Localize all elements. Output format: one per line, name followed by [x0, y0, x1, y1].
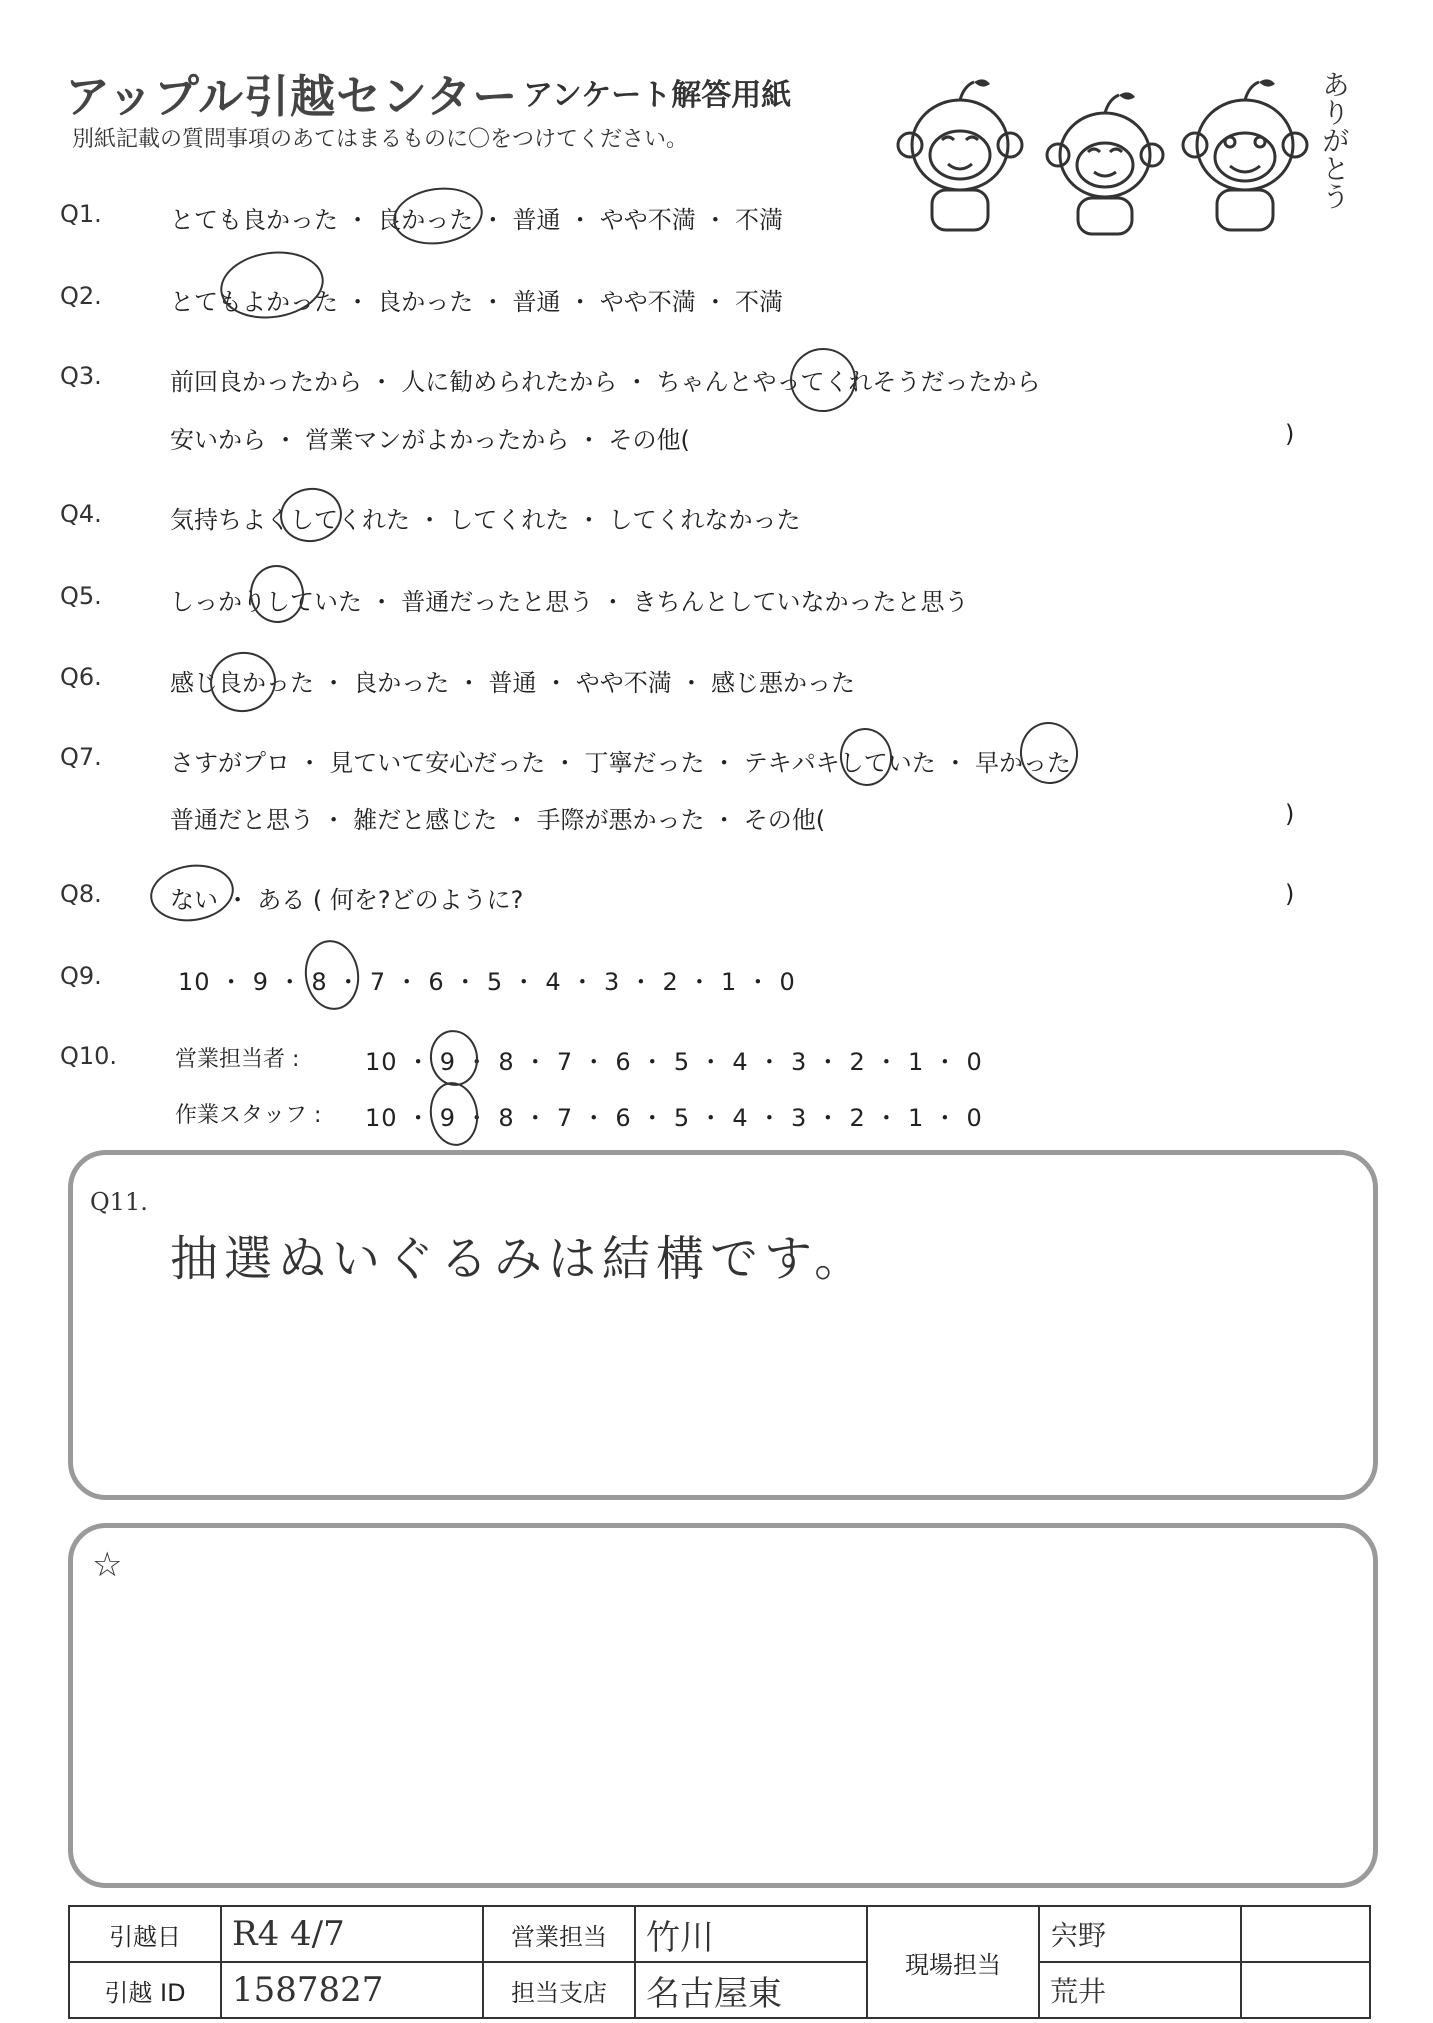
- q10-staff-label: 作業スタッフ :: [175, 1103, 322, 1128]
- q10-staff-selection-circle: [426, 1079, 482, 1149]
- q6-options[interactable]: 感じ良かった ・ 良かった ・ 普通 ・ やや不満 ・ 感じ悪かった: [170, 669, 856, 697]
- q5-options[interactable]: しっかりしていた ・ 普通だったと思う ・ きちんとしていなかったと思う: [170, 588, 969, 616]
- q11-handwritten-answer[interactable]: 抽選ぬいぐるみは結構です。: [170, 1231, 869, 1287]
- thanks-text: ありがとう: [1318, 70, 1351, 210]
- q11-answer-box: [68, 1150, 1378, 1500]
- q4-selection-circle: [277, 484, 346, 546]
- move-date-value[interactable]: R4 4/7: [221, 1906, 483, 1962]
- site-rep-value-2[interactable]: 荒井: [1039, 1962, 1241, 2018]
- q10-sales-selection-circle: [426, 1027, 481, 1089]
- q3-selection-circle: [786, 344, 860, 417]
- q7-options-line1[interactable]: さすがプロ ・ 見ていて安心だった ・ 丁寧だった ・ テキパキしていた ・ 早かった: [170, 749, 1072, 777]
- q10-label: Q10.: [60, 1042, 118, 1070]
- q10-sales-scale[interactable]: 10 ・ 9 ・ 8 ・ 7 ・ 6 ・ 5 ・ 4 ・ 3 ・ 2 ・ 1 ・ 0: [365, 1048, 983, 1076]
- q3-options-line1[interactable]: 前回良かったから ・ 人に勧められたから ・ ちゃんとやってくれそうだったから: [170, 368, 1041, 396]
- empty-cell-1: [1241, 1906, 1370, 1962]
- q8-close-paren: ): [1285, 880, 1295, 908]
- q8-selection-circle: [147, 859, 238, 926]
- q4-options[interactable]: 気持ちよくしてくれた ・ してくれた ・ してくれなかった: [170, 506, 801, 534]
- sales-rep-label: 営業担当: [483, 1906, 635, 1962]
- branch-label: 担当支店: [483, 1962, 635, 2018]
- q6-selection-circle: [206, 648, 280, 717]
- q7-selection-circle-1: [836, 725, 896, 790]
- site-rep-label: 現場担当: [867, 1906, 1039, 2018]
- q3-options-line2[interactable]: 安いから ・ 営業マンがよかったから ・ その他(: [170, 426, 690, 454]
- empty-cell-2: [1241, 1962, 1370, 2018]
- q7-close-paren: ): [1285, 800, 1295, 828]
- monkey-mascot-illustration: [880, 60, 1350, 240]
- q5-label: Q5.: [60, 582, 102, 610]
- q7-label: Q7.: [60, 743, 102, 771]
- q9-scale[interactable]: 10 ・ 9 ・ 8 ・ 7 ・ 6 ・ 5 ・ 4 ・ 3 ・ 2 ・ 1 ・ 0: [178, 968, 796, 996]
- q9-selection-circle: [300, 937, 363, 1014]
- q4-label: Q4.: [60, 500, 102, 528]
- q3-close-paren: ): [1285, 420, 1295, 448]
- sales-rep-value[interactable]: 竹川: [635, 1906, 867, 1962]
- form-title: アップル引越センター: [65, 70, 519, 123]
- move-id-value[interactable]: 1587827: [221, 1962, 483, 2018]
- q8-label: Q8.: [60, 880, 102, 908]
- q11-label: Q11.: [90, 1188, 148, 1216]
- q2-label: Q2.: [60, 282, 102, 310]
- instructions: 別紙記載の質問事項のあてはまるものに〇をつけてください。: [72, 127, 689, 152]
- branch-value[interactable]: 名古屋東: [635, 1962, 867, 2018]
- q6-label: Q6.: [60, 663, 102, 691]
- q8-options[interactable]: ない ・ ある ( 何を?どのように?: [170, 886, 524, 914]
- site-rep-value-1[interactable]: 宍野: [1039, 1906, 1241, 1962]
- q7-options-line2[interactable]: 普通だと思う ・ 雑だと感じた ・ 手際が悪かった ・ その他(: [170, 806, 826, 834]
- move-date-label: 引越日: [69, 1906, 221, 1962]
- q1-label: Q1.: [60, 200, 102, 228]
- q1-selection-circle: [390, 182, 487, 250]
- q1-options[interactable]: とても良かった ・ 良かった ・ 普通 ・ やや不満 ・ 不満: [170, 206, 784, 234]
- q2-options[interactable]: とてもよかった ・ 良かった ・ 普通 ・ やや不満 ・ 不満: [170, 288, 784, 316]
- footer-info-table: [68, 1905, 1371, 2019]
- q10-sales-label: 営業担当者 :: [175, 1047, 300, 1072]
- q10-staff-scale[interactable]: 10 ・ 9 ・ 8 ・ 7 ・ 6 ・ 5 ・ 4 ・ 3 ・ 2 ・ 1 ・ 0: [365, 1104, 983, 1132]
- move-id-label: 引越 ID: [69, 1962, 221, 2018]
- comment-box: [68, 1523, 1378, 1888]
- q3-label: Q3.: [60, 362, 102, 390]
- q9-label: Q9.: [60, 962, 102, 990]
- form-subtitle: アンケート解答用紙: [523, 78, 792, 113]
- star-icon: ☆: [92, 1545, 123, 1585]
